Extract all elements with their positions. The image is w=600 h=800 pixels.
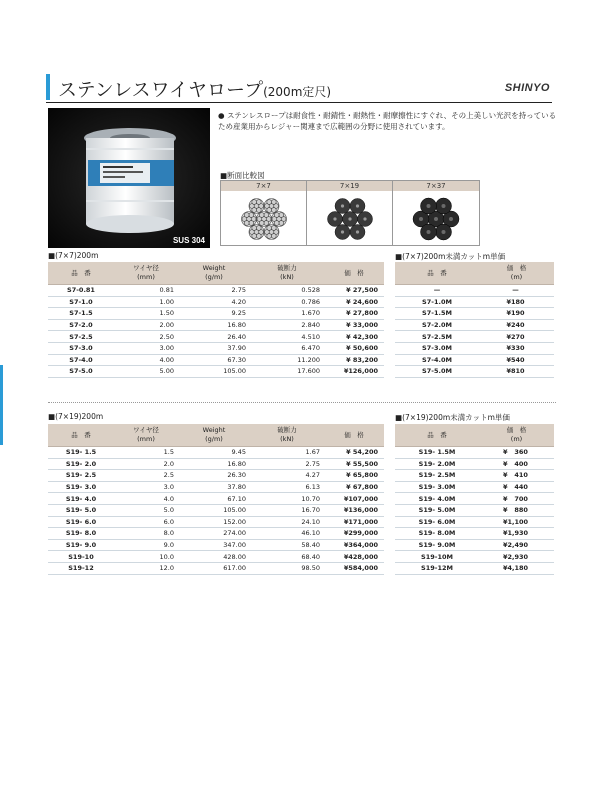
price-value: ¥ 67,800 (324, 481, 384, 493)
breaking-force: 11.200 (250, 354, 324, 366)
weight-value: 347.00 (178, 539, 250, 551)
cross-section-label: 7×37 (393, 181, 479, 191)
breaking-force: 6.13 (250, 481, 324, 493)
price-value: ¥ 880 (479, 504, 554, 516)
product-code: S7-1.5 (48, 308, 114, 320)
table-row (395, 539, 554, 551)
price-value: ¥136,000 (324, 504, 384, 516)
price-value: ¥428,000 (324, 551, 384, 563)
product-code: S7-3.0 (48, 342, 114, 354)
weight-value: 274.00 (178, 528, 250, 540)
price-value: ¥540 (479, 354, 554, 366)
wire-diameter: 5.00 (114, 366, 178, 378)
breaking-force: 0.786 (250, 296, 324, 308)
table-row (395, 331, 554, 343)
column-header: 価 格 (324, 262, 384, 285)
price-value: ¥ 27,500 (324, 285, 384, 297)
table-row (48, 308, 384, 320)
breaking-force: 10.70 (250, 493, 324, 505)
table-row (395, 319, 554, 331)
breaking-force: 0.528 (250, 285, 324, 297)
price-value: ¥126,000 (324, 366, 384, 378)
weight-value: 16.80 (178, 458, 250, 470)
product-code: S7-0.81 (48, 285, 114, 297)
cross-section-7x19 (307, 181, 393, 245)
product-code: S19- 4.0M (395, 493, 479, 505)
cross-section-label: 7×19 (307, 181, 392, 191)
product-code: S19- 3.0 (48, 481, 114, 493)
breaking-force: 68.40 (250, 551, 324, 563)
wire-diameter: 1.00 (114, 296, 178, 308)
price-value: ¥1,100 (479, 516, 554, 528)
price-value: ¥171,000 (324, 516, 384, 528)
cut-7x7-heading: ■(7×7)200m未満カットm単価 (395, 252, 506, 261)
breaking-force: 46.10 (250, 528, 324, 540)
product-code: S19- 5.0M (395, 504, 479, 516)
table-row (395, 342, 554, 354)
product-code: S7-4.0 (48, 354, 114, 366)
price-value: ¥ 83,200 (324, 354, 384, 366)
price-value: ¥270 (479, 331, 554, 343)
cross-section-label: 7×7 (221, 181, 306, 191)
price-value: ¥1,930 (479, 528, 554, 540)
table-row (48, 504, 384, 516)
table-row (48, 470, 384, 482)
product-code: S19-12 (48, 562, 114, 574)
weight-value: 9.45 (178, 447, 250, 459)
wire-diameter: 2.5 (114, 470, 178, 482)
product-code: S7-1.5M (395, 308, 479, 320)
column-header: ワイヤ径 (mm) (114, 262, 178, 285)
price-value: ¥180 (479, 296, 554, 308)
weight-value: 26.40 (178, 331, 250, 343)
weight-value: 617.00 (178, 562, 250, 574)
column-header: Weight (g/m) (178, 262, 250, 285)
product-code: S7-2.5M (395, 331, 479, 343)
table-row (48, 342, 384, 354)
table-row (395, 516, 554, 528)
weight-value: 105.00 (178, 504, 250, 516)
table-row (48, 551, 384, 563)
wire-diameter: 3.00 (114, 342, 178, 354)
breaking-force: 4.510 (250, 331, 324, 343)
breaking-force: 1.670 (250, 308, 324, 320)
page-header (46, 72, 552, 103)
price-value: ¥ 440 (479, 481, 554, 493)
table-row (395, 285, 554, 297)
table-row (48, 285, 384, 297)
price-value: ¥ 24,600 (324, 296, 384, 308)
product-code: S19- 2.5M (395, 470, 479, 482)
product-description (218, 110, 558, 132)
weight-value: 2.75 (178, 285, 250, 297)
table-row (395, 562, 554, 574)
wire-diameter: 2.50 (114, 331, 178, 343)
product-code: S19-12M (395, 562, 479, 574)
price-value: ¥107,000 (324, 493, 384, 505)
table-row (395, 366, 554, 378)
cut-price-table-7x19 (395, 424, 554, 575)
wire-diameter: 1.5 (114, 447, 178, 459)
price-value: ¥ 33,000 (324, 319, 384, 331)
title-subtitle: (200m定尺) (263, 85, 332, 99)
column-header: 価 格 (m) (479, 424, 554, 447)
cross-section-table (220, 180, 480, 246)
table-header-row (48, 424, 384, 447)
price-value: ¥2,930 (479, 551, 554, 563)
price-value: — (479, 285, 554, 297)
breaking-force: 6.470 (250, 342, 324, 354)
wire-diameter: 8.0 (114, 528, 178, 540)
product-code: S19-10M (395, 551, 479, 563)
table-row (395, 470, 554, 482)
table-row (48, 539, 384, 551)
breaking-force: 24.10 (250, 516, 324, 528)
table-row (48, 458, 384, 470)
table-row (395, 458, 554, 470)
price-value: ¥ 360 (479, 447, 554, 459)
page-title (58, 75, 331, 102)
price-value: ¥ 700 (479, 493, 554, 505)
weight-value: 152.00 (178, 516, 250, 528)
table-row (395, 308, 554, 320)
bullet-icon: ● (218, 111, 227, 120)
weight-value: 67.30 (178, 354, 250, 366)
price-table-7x7 (48, 262, 384, 378)
cross-section-7x37 (393, 181, 479, 245)
column-header: Weight (g/m) (178, 424, 250, 447)
weight-value: 37.80 (178, 481, 250, 493)
table-row (395, 296, 554, 308)
table-row (48, 481, 384, 493)
price-value: ¥ 27,800 (324, 308, 384, 320)
product-code: S19- 3.0M (395, 481, 479, 493)
table-row (48, 319, 384, 331)
table-row (395, 504, 554, 516)
wire-diameter: 6.0 (114, 516, 178, 528)
breaking-force: 2.840 (250, 319, 324, 331)
product-code: S19- 9.0 (48, 539, 114, 551)
product-code: S19- 4.0 (48, 493, 114, 505)
table-row (48, 366, 384, 378)
side-accent-bar (0, 365, 3, 445)
title-text: ステンレスワイヤロープ (58, 79, 264, 101)
table-row (48, 516, 384, 528)
column-header: 価 格 (324, 424, 384, 447)
product-code: S19- 1.5 (48, 447, 114, 459)
table-row (395, 481, 554, 493)
price-value: ¥ 54,200 (324, 447, 384, 459)
table-row (395, 354, 554, 366)
strand-7x37-icon (411, 194, 461, 244)
product-code: S7-1.0M (395, 296, 479, 308)
table-row (48, 562, 384, 574)
table-7x7-heading: ■(7×7)200m (48, 251, 99, 260)
price-value: ¥810 (479, 366, 554, 378)
breaking-force: 4.27 (250, 470, 324, 482)
wire-reel-image (48, 108, 210, 248)
table-row (395, 528, 554, 540)
product-code: S7-2.0M (395, 319, 479, 331)
wire-diameter: 12.0 (114, 562, 178, 574)
weight-value: 9.25 (178, 308, 250, 320)
product-code: S7-4.0M (395, 354, 479, 366)
column-header: 品 番 (395, 424, 479, 447)
table-row (48, 296, 384, 308)
table-row (48, 493, 384, 505)
breaking-force: 58.40 (250, 539, 324, 551)
price-value: ¥584,000 (324, 562, 384, 574)
cut-price-table-7x7 (395, 262, 554, 378)
breaking-force: 2.75 (250, 458, 324, 470)
table-row (48, 331, 384, 343)
table-header-row (48, 262, 384, 285)
price-value: ¥240 (479, 319, 554, 331)
price-value: ¥2,490 (479, 539, 554, 551)
product-photo (48, 108, 210, 248)
price-value: ¥ 42,300 (324, 331, 384, 343)
product-code: S7-3.0M (395, 342, 479, 354)
column-header: 品 番 (395, 262, 479, 285)
price-value: ¥330 (479, 342, 554, 354)
section-divider (48, 402, 556, 403)
column-header: 品 番 (48, 424, 114, 447)
weight-value: 428.00 (178, 551, 250, 563)
wire-diameter: 0.81 (114, 285, 178, 297)
product-code: S19- 6.0 (48, 516, 114, 528)
strand-7x19-icon (325, 194, 375, 244)
weight-value: 26.30 (178, 470, 250, 482)
wire-diameter: 4.0 (114, 493, 178, 505)
price-value: ¥4,180 (479, 562, 554, 574)
product-code: S7-2.5 (48, 331, 114, 343)
column-header: 価 格 (m) (479, 262, 554, 285)
product-code: S7-2.0 (48, 319, 114, 331)
table-row (48, 447, 384, 459)
table-row (48, 528, 384, 540)
table-row (48, 354, 384, 366)
column-header: ワイヤ径 (mm) (114, 424, 178, 447)
table-header-row (395, 262, 554, 285)
material-label: SUS 304 (172, 236, 205, 245)
column-header: 品 番 (48, 262, 114, 285)
cross-section-heading: ■断面比較図 (220, 171, 265, 180)
price-value: ¥ 55,500 (324, 458, 384, 470)
product-code: S7-1.0 (48, 296, 114, 308)
price-value: ¥299,000 (324, 528, 384, 540)
weight-value: 67.10 (178, 493, 250, 505)
weight-value: 4.20 (178, 296, 250, 308)
weight-value: 16.80 (178, 319, 250, 331)
product-code: S19- 5.0 (48, 504, 114, 516)
column-header: 破断力 (kN) (250, 262, 324, 285)
price-value: ¥364,000 (324, 539, 384, 551)
table-row (395, 493, 554, 505)
product-code: S19- 2.0 (48, 458, 114, 470)
product-code: S19-10 (48, 551, 114, 563)
wire-diameter: 9.0 (114, 539, 178, 551)
wire-diameter: 3.0 (114, 481, 178, 493)
strand-7x7-icon (239, 194, 289, 244)
price-value: ¥ 65,800 (324, 470, 384, 482)
wire-diameter: 1.50 (114, 308, 178, 320)
product-code: S19- 9.0M (395, 539, 479, 551)
weight-value: 105.00 (178, 366, 250, 378)
wire-diameter: 4.00 (114, 354, 178, 366)
wire-diameter: 5.0 (114, 504, 178, 516)
breaking-force: 16.70 (250, 504, 324, 516)
product-code: S7-5.0 (48, 366, 114, 378)
cross-section-7x7 (221, 181, 307, 245)
column-header: 破断力 (kN) (250, 424, 324, 447)
product-code: — (395, 285, 479, 297)
description-text: ステンレスロープは耐食性・耐錆性・耐熱性・耐摩擦性にすぐれ、その上美しい光沢を持っているため産業用からレジャー関連まで広範囲の分野に使用されています。 (218, 111, 557, 131)
breaking-force: 1.67 (250, 447, 324, 459)
product-code: S19- 1.5M (395, 447, 479, 459)
table-row (395, 551, 554, 563)
weight-value: 37.90 (178, 342, 250, 354)
price-value: ¥190 (479, 308, 554, 320)
wire-diameter: 10.0 (114, 551, 178, 563)
product-code: S19- 8.0 (48, 528, 114, 540)
price-value: ¥ 410 (479, 470, 554, 482)
wire-diameter: 2.0 (114, 458, 178, 470)
product-code: S19- 6.0M (395, 516, 479, 528)
product-code: S19- 8.0M (395, 528, 479, 540)
table-header-row (395, 424, 554, 447)
product-code: S19- 2.0M (395, 458, 479, 470)
breaking-force: 98.50 (250, 562, 324, 574)
price-value: ¥ 50,600 (324, 342, 384, 354)
title-accent-bar (46, 74, 50, 100)
price-table-7x19 (48, 424, 384, 575)
breaking-force: 17.600 (250, 366, 324, 378)
table-7x19-heading: ■(7×19)200m (48, 412, 104, 421)
table-row (395, 447, 554, 459)
wire-diameter: 2.00 (114, 319, 178, 331)
cut-7x19-heading: ■(7×19)200m未満カットm単価 (395, 413, 510, 422)
product-code: S7-5.0M (395, 366, 479, 378)
brand-logo: SHINYO (504, 82, 550, 94)
product-code: S19- 2.5 (48, 470, 114, 482)
price-value: ¥ 400 (479, 458, 554, 470)
